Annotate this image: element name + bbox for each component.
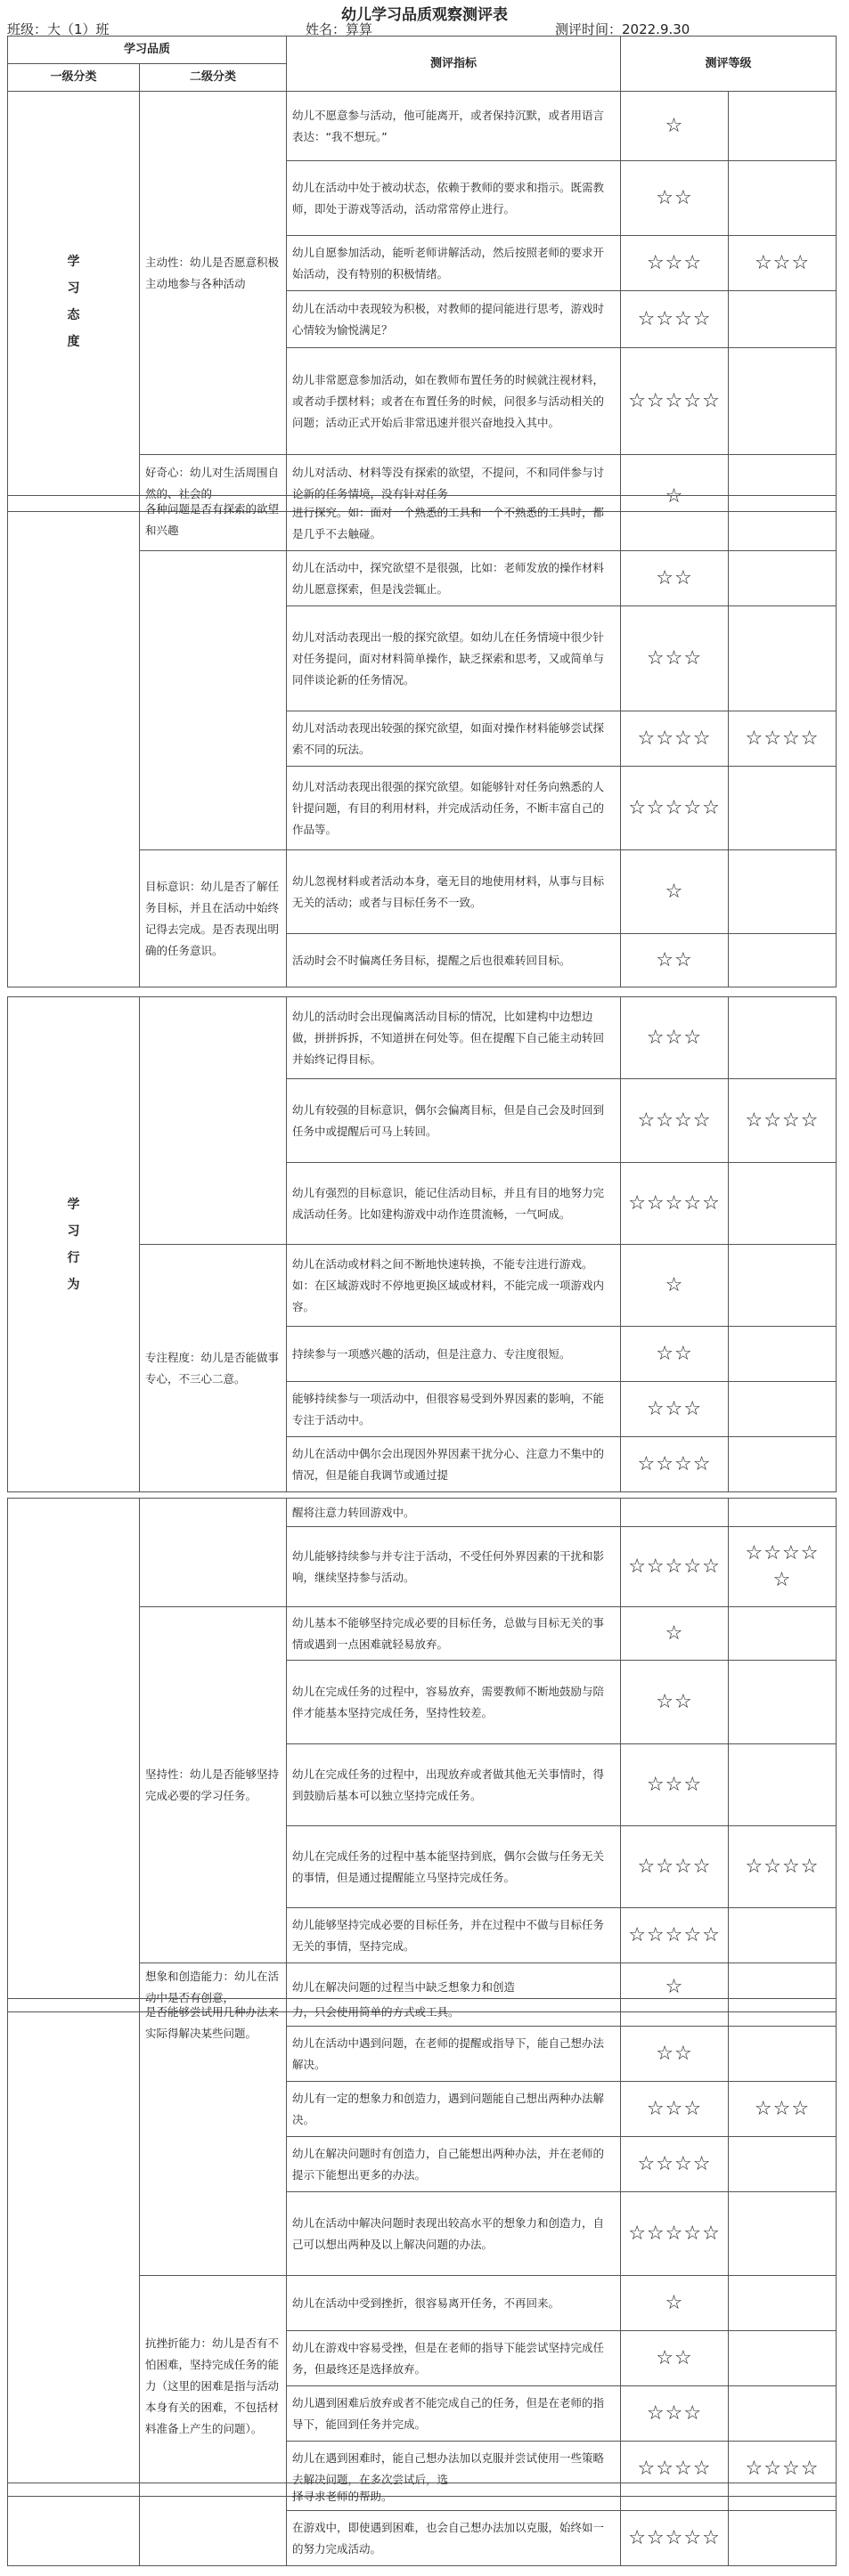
indicator-cell: 幼儿对活动表现出较强的探究欲望，如面对操作材料能够尝试探索不同的玩法。 xyxy=(287,711,621,767)
indicator-cell: 幼儿忽视材料或者活动本身，毫无目的地使用材料，从事与目标无关的活动；或者与目标任务不一致。 xyxy=(287,850,621,934)
selected-rating: ☆☆☆☆ xyxy=(729,1826,837,1908)
star-rating: ☆☆☆☆☆ xyxy=(621,2511,729,2566)
indicator-cell: 幼儿能够持续参与并专注于活动，不受任何外界因素的干扰和影响，继续坚持参与活动。 xyxy=(287,1527,621,1607)
star-rating: ☆☆☆☆ xyxy=(621,1079,729,1163)
selected-rating: ☆☆☆ xyxy=(729,236,837,291)
selected-rating xyxy=(729,606,837,711)
star-rating: ☆☆ xyxy=(621,161,729,236)
selected-rating xyxy=(729,161,837,236)
star-rating: ☆☆☆☆☆ xyxy=(621,348,729,455)
selected-rating xyxy=(729,1245,837,1327)
col-level2: 二级分类 xyxy=(140,64,287,92)
sub-creativity: 想象和创造能力：幼儿在活动中是否有创意， xyxy=(140,1963,287,2012)
star-rating: ☆☆☆ xyxy=(621,1744,729,1826)
star-rating xyxy=(621,496,729,551)
star-rating: ☆☆☆☆☆ xyxy=(621,1163,729,1245)
indicator-cell: 幼儿遇到困难后放弃或者不能完成自己的任务，但是在老师的指导下，能回到任务并完成。 xyxy=(287,2386,621,2442)
selected-rating xyxy=(729,1163,837,1245)
selected-rating xyxy=(729,1661,837,1744)
selected-rating xyxy=(729,997,837,1079)
indicator-cell: 择寻求老师的帮助。 xyxy=(287,2483,621,2511)
sub-blank xyxy=(140,1499,287,1607)
selected-rating: ☆☆☆☆ xyxy=(729,1079,837,1163)
sub-curiosity: 好奇心：幼儿对生活周围自然的、社会的 xyxy=(140,455,287,512)
star-rating: ☆ xyxy=(621,1963,729,2012)
indicator-cell: 力，只会使用简单的方式或工具。 xyxy=(287,1999,621,2027)
selected-rating xyxy=(729,496,837,551)
indicator-cell: 幼儿能够坚持完成必要的目标任务，并在过程中不做与目标任务无关的事情，坚持完成。 xyxy=(287,1908,621,1963)
selected-rating xyxy=(729,92,837,161)
indicator-cell: 幼儿对活动表现出一般的探究欲望。如幼儿在任务情境中很少针对任务提问，面对材料简单操作，缺乏探索和思考，又或简单与同伴谈论新的任务情况。 xyxy=(287,606,621,711)
col-level1: 一级分类 xyxy=(8,64,140,92)
sub-persistence: 坚持性：幼儿是否能够坚持完成必要的学习任务。 xyxy=(140,1607,287,1963)
indicator-cell: 在游戏中，即使遇到困难，也会自己想办法加以克服，始终如一的努力完成活动。 xyxy=(287,2511,621,2566)
star-rating: ☆☆☆ xyxy=(621,1382,729,1437)
category-behavior: 学 习 行 为 xyxy=(8,997,140,1492)
eval-table-5 xyxy=(7,1998,837,2497)
star-rating: ☆ xyxy=(621,1245,729,1327)
selected-rating xyxy=(729,1607,837,1661)
sub-initiative: 主动性：幼儿是否愿意积极主动地参与各种活动 xyxy=(140,92,287,455)
star-rating: ☆☆☆☆ xyxy=(621,711,729,767)
name-label: 姓名：算算 xyxy=(306,21,373,37)
indicator-cell: 幼儿在完成任务的过程中，容易放弃，需要教师不断地鼓励与陪伴才能基本坚持完成任务，坚持性较差。 xyxy=(287,1661,621,1744)
selected-rating xyxy=(729,1437,837,1492)
category-blank xyxy=(8,496,140,987)
eval-table-2 xyxy=(7,495,837,987)
star-rating: ☆ xyxy=(621,850,729,934)
col-indicator: 测评指标 xyxy=(287,37,621,92)
selected-rating xyxy=(729,1908,837,1963)
sub-focus: 专注程度：幼儿是否能做事专心，不三心二意。 xyxy=(140,1245,287,1492)
indicator-cell: 幼儿有较强的目标意识，偶尔会偏离目标，但是自己会及时回到任务中或提醒后可马上转回。 xyxy=(287,1079,621,1163)
selected-rating xyxy=(729,2192,837,2276)
category-attitude: 学 习 态 度 xyxy=(8,92,140,512)
star-rating: ☆☆☆ xyxy=(621,997,729,1079)
indicator-cell: 幼儿在活动或材料之间不断地快速转换，不能专注进行游戏。如：在区域游戏时不停地更换区域或材料，不能完成一项游戏内容。 xyxy=(287,1245,621,1327)
indicator-cell: 幼儿在遇到困难时，能自己想办法加以克服并尝试使用一些策略去解决问题，在多次尝试后，选 xyxy=(287,2442,621,2497)
sub-creativity-cont: 是否能够尝试用几种办法来实际得解决某些问题。 xyxy=(140,1999,287,2276)
selected-rating xyxy=(729,1999,837,2027)
indicator-cell: 幼儿在活动中解决问题时表现出较高水平的想象力和创造力，自己可以想出两种及以上解决问题的办法。 xyxy=(287,2192,621,2276)
col-grade: 测评等级 xyxy=(621,37,837,92)
star-rating: ☆☆☆☆☆ xyxy=(621,2192,729,2276)
star-rating: ☆☆☆☆☆ xyxy=(621,1908,729,1963)
star-rating: ☆☆☆ xyxy=(621,236,729,291)
selected-rating xyxy=(729,1499,837,1527)
date-label: 测评时间：2022.9.30 xyxy=(555,21,690,37)
category-blank xyxy=(8,2483,140,2566)
indicator-cell: 幼儿在活动中遇到问题，在老师的提醒或指导下，能自己想办法解决。 xyxy=(287,2027,621,2082)
star-rating: ☆☆ xyxy=(621,2331,729,2386)
star-rating: ☆☆☆☆ xyxy=(621,2137,729,2192)
indicator-cell: 幼儿在活动中表现较为积极，对教师的提问能进行思考，游戏时心情较为愉悦满足？ xyxy=(287,291,621,348)
indicator-cell: 持续参与一项感兴趣的活动，但是注意力、专注度很短。 xyxy=(287,1327,621,1382)
indicator-cell: 幼儿基本不能够坚持完成必要的目标任务，总做与目标无关的事情或遇到一点困难就轻易放弃。 xyxy=(287,1607,621,1661)
selected-rating xyxy=(729,2511,837,2566)
indicator-cell: 幼儿在解决问题的过程当中缺乏想象力和创造 xyxy=(287,1963,621,2012)
selected-rating: ☆☆☆☆ xyxy=(729,711,837,767)
indicator-cell: 能够持续参与一项活动中，但很容易受到外界因素的影响，不能专注于活动中。 xyxy=(287,1382,621,1437)
star-rating: ☆☆☆☆ xyxy=(621,1826,729,1908)
star-rating: ☆ xyxy=(621,455,729,512)
star-rating xyxy=(621,2483,729,2511)
star-rating: ☆☆☆ xyxy=(621,2082,729,2137)
selected-rating xyxy=(729,348,837,455)
star-rating: ☆☆☆☆☆ xyxy=(621,767,729,850)
selected-rating xyxy=(729,1382,837,1437)
indicator-cell: 醒将注意力转回游戏中。 xyxy=(287,1499,621,1527)
indicator-cell: 幼儿在完成任务的过程中基本能坚持到底，偶尔会做与任务无关的事情，但是通过提醒能立马坚持完成任务。 xyxy=(287,1826,621,1908)
star-rating xyxy=(621,1499,729,1527)
selected-rating xyxy=(729,1327,837,1382)
indicator-cell: 幼儿在活动中偶尔会出现因外界因素干扰分心、注意力不集中的情况，但是能自我调节或通过提 xyxy=(287,1437,621,1492)
indicator-cell: 幼儿在完成任务的过程中，出现放弃或者做其他无关事情时，得到鼓励后基本可以独立坚持完成任务。 xyxy=(287,1744,621,1826)
star-rating: ☆ xyxy=(621,1607,729,1661)
selected-rating xyxy=(729,291,837,348)
star-rating: ☆☆ xyxy=(621,2027,729,2082)
sub-blank xyxy=(140,2483,287,2566)
star-rating: ☆☆☆ xyxy=(621,606,729,711)
selected-rating: ☆☆☆ xyxy=(729,2082,837,2137)
star-rating: ☆☆ xyxy=(621,934,729,987)
indicator-cell: 幼儿有一定的想象力和创造力，遇到问题能自己想出两种办法解决。 xyxy=(287,2082,621,2137)
indicator-cell: 幼儿在活动中，探究欲望不是很强，比如：老师发放的操作材料幼儿愿意探索，但是浅尝辄止。 xyxy=(287,551,621,606)
class-label: 班级：大（1）班 xyxy=(7,21,110,37)
indicator-cell: 幼儿有强烈的目标意识，能记住活动目标，并且有目的地努力完成活动任务。比如建构游戏中动作连贯流畅，一气呵成。 xyxy=(287,1163,621,1245)
eval-table-1 xyxy=(7,36,837,512)
indicator-cell: 幼儿在活动中受到挫折，很容易离开任务，不再回来。 xyxy=(287,2276,621,2331)
sub-frustration: 抗挫折能力：幼儿是否有不怕困难，坚持完成任务的能力（这里的困难是指与活动本身有关的困难，不包括材料准备上产生的问题）。 xyxy=(140,2276,287,2497)
indicator-cell: 幼儿不愿意参与活动，他可能离开，或者保持沉默，或者用语言表达：“我不想玩。” xyxy=(287,92,621,161)
sub-blank xyxy=(140,997,287,1245)
eval-table-4 xyxy=(7,1498,837,2012)
indicator-cell: 幼儿对活动、材料等没有探索的欲望，不提问，不和同伴参与讨论新的任务情境，没有针对任务 xyxy=(287,455,621,512)
page-title: 幼儿学习品质观察测评表 xyxy=(341,6,508,24)
selected-rating: ☆☆☆☆ xyxy=(729,2442,837,2497)
selected-rating xyxy=(729,1744,837,1826)
category-blank xyxy=(8,1499,140,2012)
selected-rating xyxy=(729,2331,837,2386)
star-rating xyxy=(621,1999,729,2027)
indicator-cell: 活动时会不时偏离任务目标，提醒之后也很难转回目标。 xyxy=(287,934,621,987)
star-rating: ☆☆ xyxy=(621,1661,729,1744)
eval-table-6 xyxy=(7,2483,837,2566)
selected-rating xyxy=(729,2386,837,2442)
selected-rating xyxy=(729,2137,837,2192)
star-rating: ☆☆☆☆ xyxy=(621,291,729,348)
star-rating: ☆☆☆☆ xyxy=(621,1437,729,1492)
star-rating: ☆☆☆ xyxy=(621,2386,729,2442)
selected-rating: ☆☆☆☆ ☆ xyxy=(729,1527,837,1607)
star-rating: ☆☆☆☆ xyxy=(621,2442,729,2497)
indicator-cell: 幼儿自愿参加活动，能听老师讲解活动，然后按照老师的要求开始活动，没有特别的积极情绪。 xyxy=(287,236,621,291)
selected-rating xyxy=(729,2483,837,2511)
sub-curiosity-cont: 各种问题是否有探索的欲望和兴趣 xyxy=(140,496,287,551)
star-rating: ☆ xyxy=(621,92,729,161)
selected-rating xyxy=(729,2276,837,2331)
star-rating: ☆ xyxy=(621,2276,729,2331)
indicator-cell: 幼儿的活动时会出现偏离活动目标的情况，比如建构中边想边做，拼拼拆拆，不知道拼在何处等。但在提醒下自己能主动转回并始终记得目标。 xyxy=(287,997,621,1079)
selected-rating xyxy=(729,767,837,850)
indicator-cell: 幼儿在解决问题时有创造力，自己能想出两种办法，并在老师的提示下能想出更多的办法。 xyxy=(287,2137,621,2192)
sub-goal: 目标意识：幼儿是否了解任务目标，并且在活动中始终记得去完成。是否表现出明确的任务意识。 xyxy=(140,850,287,987)
indicator-cell: 进行探究。如：面对一个熟悉的工具和一个不熟悉的工具时，都是几乎不去触碰。 xyxy=(287,496,621,551)
star-rating: ☆☆ xyxy=(621,1327,729,1382)
indicator-cell: 幼儿在游戏中容易受挫，但是在老师的指导下能尝试坚持完成任务，但最终还是选择放弃。 xyxy=(287,2331,621,2386)
star-rating: ☆☆☆☆☆ xyxy=(621,1527,729,1607)
selected-rating xyxy=(729,934,837,987)
star-rating: ☆☆ xyxy=(621,551,729,606)
sub-blank xyxy=(140,551,287,850)
indicator-cell: 幼儿非常愿意参加活动，如在教师布置任务的时候就注视材料，或者动手摆材料；或者在布置任务的时候，问很多与活动相关的问题；活动正式开始后非常迅速并很兴奋地投入其中。 xyxy=(287,348,621,455)
eval-table-3 xyxy=(7,996,837,1492)
category-blank xyxy=(8,1999,140,2497)
selected-rating xyxy=(729,551,837,606)
indicator-cell: 幼儿对活动表现出很强的探究欲望。如能够针对任务向熟悉的人针提问题，有目的利用材料，并完成活动任务，不断丰富自己的作品等。 xyxy=(287,767,621,850)
selected-rating xyxy=(729,2027,837,2082)
col-quality: 学习品质 xyxy=(8,37,287,64)
indicator-cell: 幼儿在活动中处于被动状态，依赖于教师的要求和指示。既需教师，即处于游戏等活动，活动常常停止进行。 xyxy=(287,161,621,236)
selected-rating xyxy=(729,850,837,934)
